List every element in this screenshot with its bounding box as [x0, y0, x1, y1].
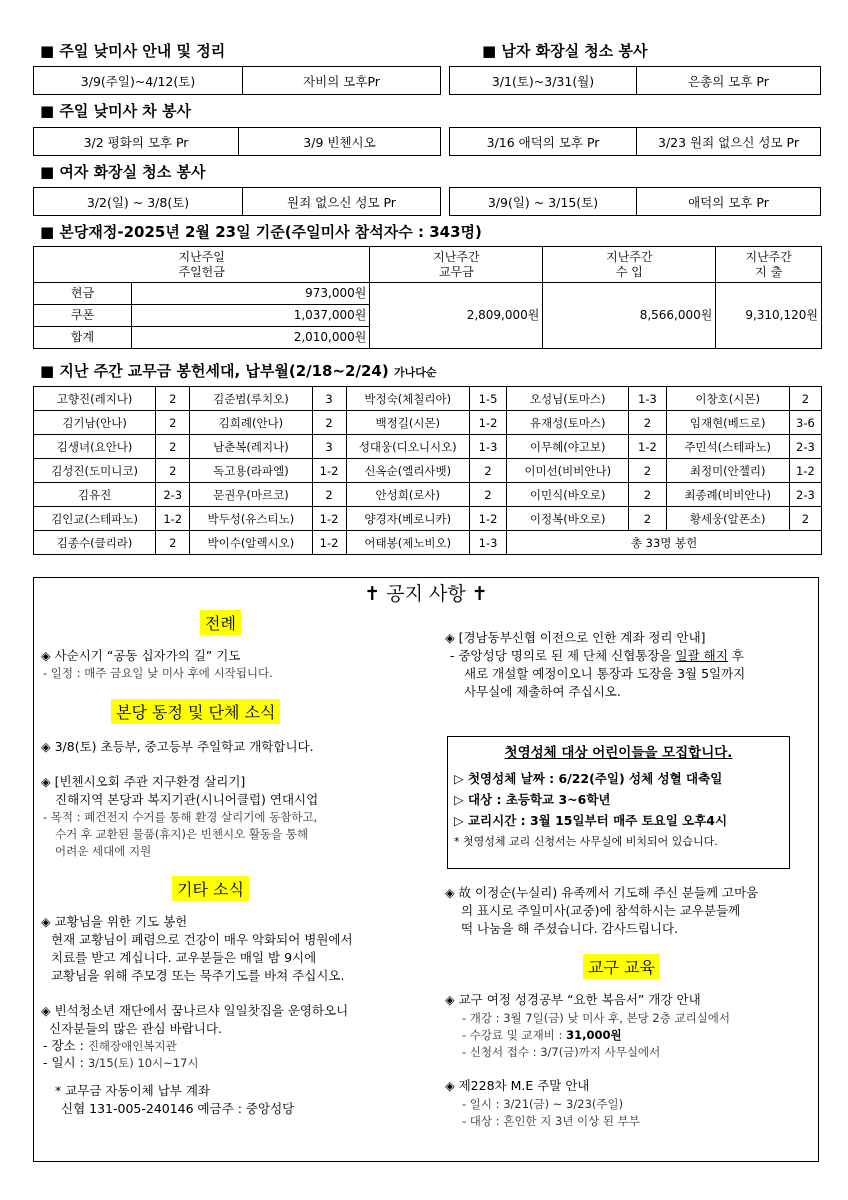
lent-title: ◈ 사순시기 “공동 십자가의 길” 기도 — [41, 648, 241, 663]
paid-months: 2-3 — [789, 435, 821, 459]
donor-name: 이창호(시몬) — [666, 387, 789, 411]
men-restroom-row — [449, 66, 821, 95]
finance-label: 쿠폰 — [34, 305, 132, 327]
vincent-detail: 어려운 세대에 지원 — [55, 844, 152, 858]
finance-income: 8,566,000원 — [543, 283, 716, 349]
notice-box — [33, 577, 819, 1162]
offering-heading: ■ 지난 주간 교무금 봉헌세대, 납부월(2/18~2/24) 가나다순 — [40, 362, 437, 380]
finance-dues: 2,809,000원 — [370, 283, 543, 349]
donor-name: 신옥순(엘리사벳) — [346, 459, 469, 483]
table-row — [34, 531, 822, 555]
first-communion-detail: ▷ 대상 : 초등학교 3~6학년 — [454, 792, 611, 807]
donor-name: 임재현(베드로) — [666, 411, 789, 435]
women-restroom-row-1 — [33, 187, 441, 216]
paid-months: 1-5 — [469, 387, 506, 411]
paid-months: 2 — [629, 483, 666, 507]
paid-months: 1-2 — [469, 411, 506, 435]
donor-name: 김생녀(요안나) — [34, 435, 156, 459]
finance-label: 현금 — [34, 283, 132, 305]
paid-months: 1-2 — [312, 531, 346, 555]
women-restroom-group: 애덕의 모후 Pr — [636, 188, 820, 215]
transfer-title: * 교무금 자동이체 납부 계좌 — [55, 1083, 210, 1098]
finance-header-offering: 지난주일 주일헌금 — [34, 247, 370, 283]
paid-months: 2 — [156, 411, 190, 435]
other-news-heading: 기타 소식 — [172, 876, 249, 901]
tea-service-cell: 3/23 원죄 없으신 성모 Pr — [636, 128, 820, 155]
tea-service-cell: 3/9 빈첸시오 — [238, 128, 440, 155]
men-restroom-heading: ■ 남자 화장실 청소 봉사 — [482, 42, 648, 60]
pope-detail: 교황님을 위해 주모경 또는 묵주기도를 바쳐 주십시오. — [51, 968, 345, 983]
women-restroom-date: 3/2(일) ~ 3/8(토) — [86, 194, 190, 210]
paid-months: 3-6 — [789, 411, 821, 435]
pope-detail: 현재 교황님이 폐렴으로 건강이 매우 악화되어 병원에서 — [51, 932, 353, 947]
donor-name: 김희례(안나) — [190, 411, 312, 435]
paid-months: 2 — [789, 507, 821, 531]
diocese-heading: 교구 교육 — [583, 954, 660, 979]
donor-name: 오성님(토마스) — [507, 387, 629, 411]
transfer-account: 신협 131-005-240146 예금주 : 중앙성당 — [61, 1101, 295, 1116]
donor-name: 박두성(유스티노) — [190, 507, 312, 531]
finance-total: 2,010,000원 — [132, 327, 370, 349]
donor-name: 박정숙(체칠리아) — [346, 387, 469, 411]
notice-title: ✝ 공지 사항 ✝ — [364, 583, 488, 605]
donor-name: 남춘복(레지나) — [190, 435, 312, 459]
paid-months: 2-3 — [789, 483, 821, 507]
credit-union-detail: 사무실에 제출하여 주십시오. — [464, 684, 621, 699]
vincent-title: ◈ [빈첸시오회 주관 지구환경 살리기] — [41, 774, 246, 789]
paid-months: 1-2 — [312, 459, 346, 483]
mass-guide-group: 자비의 모후Pr — [242, 67, 440, 94]
youth-place: - 장소 : 진해장애인복지관 — [43, 1038, 177, 1053]
vincent-sub: 진해지역 본당과 복지기관(시니어클럽) 연대시업 — [55, 792, 319, 807]
donor-name: 고향진(레지나) — [34, 387, 156, 411]
me-title: ◈ 제228차 M.E 주말 안내 — [445, 1078, 590, 1093]
vincent-detail: - 목적 : 폐건전지 수거를 통해 환경 살리기에 동참하고, — [43, 810, 318, 824]
donor-name: 이미선(비비안나) — [507, 459, 629, 483]
youth-title: ◈ 빈석청소년 재단에서 꿈나르샤 일일찻집을 운영하오니 — [41, 1003, 349, 1018]
finance-label: 합계 — [34, 327, 132, 349]
finance-header-expense: 지난주간 지 출 — [716, 247, 822, 283]
first-communion-box — [447, 736, 790, 869]
paid-months: 2 — [312, 483, 346, 507]
donor-name: 문권우(마르코) — [190, 483, 312, 507]
donor-name: 이민식(바오로) — [507, 483, 629, 507]
credit-union-detail: 새로 개설할 예정이오니 통장과 도장을 3월 5일까지 — [464, 666, 746, 681]
finance-cash: 973,000원 — [132, 283, 370, 305]
paid-months: 2 — [156, 387, 190, 411]
paid-months: 1-3 — [469, 435, 506, 459]
finance-header-dues: 지난주간 교무금 — [370, 247, 543, 283]
men-restroom-group: 은총의 모후 Pr — [636, 67, 820, 94]
thanks-notice: 떡 나눔을 해 주셨습니다. 감사드립니다. — [461, 921, 679, 936]
ritual-heading: 전례 — [200, 610, 241, 635]
bible-title: ◈ 교구 여정 성경공부 “요한 복음서” 개강 안내 — [445, 992, 701, 1007]
tea-service-cell: 3/16 애덕의 모후 Pr — [486, 134, 600, 150]
bible-detail: - 수강료 및 교재비 : 31,000원 — [462, 1028, 622, 1042]
mass-guide-heading: ■ 주일 낮미사 안내 및 정리 — [40, 42, 226, 60]
women-restroom-row-2 — [449, 187, 821, 216]
paid-months: 2 — [629, 507, 666, 531]
donor-name: 안성희(로사) — [346, 483, 469, 507]
first-communion-title: 첫영성체 대상 어린이들을 모집합니다. — [504, 745, 733, 761]
men-restroom-date: 3/1(토)~3/31(월) — [491, 73, 595, 89]
donor-name: 성대웅(디오니시오) — [346, 435, 469, 459]
thanks-notice: 의 표시로 주일미사(교중)에 참석하시는 교우분들께 — [461, 903, 741, 918]
donor-name: 최정미(안젤리) — [666, 459, 789, 483]
table-row — [34, 483, 822, 507]
paid-months: 3 — [312, 435, 346, 459]
credit-union-title: ◈ [경남동부신협 이전으로 인한 계좌 정리 안내] — [445, 630, 706, 645]
women-restroom-heading: ■ 여자 화장실 청소 봉사 — [40, 163, 206, 181]
paid-months: 1-3 — [469, 531, 506, 555]
donor-name: 유재성(토마스) — [507, 411, 629, 435]
tea-service-cell: 3/2 평화의 모후 Pr — [83, 134, 189, 150]
tea-service-row-2 — [449, 127, 821, 156]
table-row — [34, 411, 822, 435]
table-row — [34, 459, 822, 483]
donor-name: 박이수(알렉시오) — [190, 531, 312, 555]
me-detail: - 대상 : 혼인한 지 3년 이상 된 부부 — [462, 1114, 640, 1128]
bible-detail: - 신청서 접수 : 3/7(금)까지 사무실에서 — [462, 1045, 661, 1059]
paid-months: 2 — [629, 459, 666, 483]
paid-months: 3 — [312, 387, 346, 411]
lent-detail: - 일정 : 매주 금요일 낮 미사 후에 시작됩니다. — [43, 666, 273, 680]
paid-months: 2 — [156, 435, 190, 459]
table-row — [34, 507, 822, 531]
paid-months: 1-2 — [312, 507, 346, 531]
paid-months: 2 — [469, 459, 506, 483]
table-row — [34, 435, 822, 459]
paid-months: 1-2 — [629, 435, 666, 459]
pope-detail: 치료를 받고 계십니다. 교우분들은 매일 밤 9시에 — [51, 950, 317, 965]
mass-guide-row — [33, 66, 441, 95]
credit-union-detail: - 중앙성당 명의로 된 제 단체 신협통장을 일괄 해지 후 — [450, 648, 744, 663]
paid-months: 1-2 — [469, 507, 506, 531]
finance-expense: 9,310,120원 — [716, 283, 822, 349]
vincent-detail: 수거 후 교환된 물품(휴지)은 빈첸시오 활동을 통해 — [55, 827, 309, 841]
donor-name: 김인교(스테파노) — [34, 507, 156, 531]
paid-months: 2 — [312, 411, 346, 435]
paid-months: 2 — [469, 483, 506, 507]
paid-months: 2 — [156, 531, 190, 555]
donor-name: 김성진(도미니코) — [34, 459, 156, 483]
donor-name: 어태봉(제노비오) — [346, 531, 469, 555]
first-communion-detail: ▷ 첫영성체 날짜 : 6/22(주일) 성체 성혈 대축일 — [454, 771, 723, 786]
paid-months: 2 — [629, 411, 666, 435]
tea-service-row-1 — [33, 127, 441, 156]
women-restroom-group: 원죄 없으신 성모 Pr — [242, 188, 440, 215]
paid-months: 2-3 — [156, 483, 190, 507]
offering-table — [33, 386, 822, 555]
donor-name: 양경자(베로니카) — [346, 507, 469, 531]
first-communion-detail: ▷ 교리시간 : 3월 15일부터 매주 토요일 오후4시 — [454, 813, 728, 828]
paid-months: 1-2 — [789, 459, 821, 483]
table-row — [34, 387, 822, 411]
finance-table — [33, 246, 822, 349]
donor-name: 황세웅(알폰소) — [666, 507, 789, 531]
parish-heading: 본당 동정 및 단체 소식 — [111, 699, 280, 724]
finance-heading: ■ 본당재정-2025년 2월 23일 기준(주일미사 참석자수 : 343명) — [40, 223, 482, 241]
donor-name: 김기남(안나) — [34, 411, 156, 435]
paid-months: 2 — [156, 459, 190, 483]
donor-name: 김유진 — [34, 483, 156, 507]
mass-guide-date: 3/9(주일)~4/12(토) — [80, 73, 196, 89]
school-notice: ◈ 3/8(토) 초등부, 중고등부 주일학교 개학합니다. — [41, 739, 314, 754]
donor-name: 김종수(클리라) — [34, 531, 156, 555]
donor-name: 백정길(시몬) — [346, 411, 469, 435]
donor-name: 이정복(바오로) — [507, 507, 629, 531]
donor-name: 최종례(비비안나) — [666, 483, 789, 507]
donor-name: 김준범(루치오) — [190, 387, 312, 411]
donor-name: 독고용(라파엘) — [190, 459, 312, 483]
donor-name: 주민석(스테파노) — [666, 435, 789, 459]
youth-detail: 신자분들의 많은 관심 바랍니다. — [49, 1021, 222, 1036]
offering-total: 총 33명 봉헌 — [507, 531, 822, 555]
paid-months: 1-2 — [156, 507, 190, 531]
pope-title: ◈ 교황님을 위한 기도 봉헌 — [41, 914, 188, 929]
finance-header-income: 지난주간 수 입 — [543, 247, 716, 283]
me-detail: - 일시 : 3/21(금) ~ 3/23(주일) — [462, 1097, 624, 1111]
thanks-notice: ◈ 故 이정순(누실리) 유족께서 기도해 주신 분들께 고마움 — [445, 885, 759, 900]
paid-months: 2 — [789, 387, 821, 411]
paid-months: 1-3 — [629, 387, 666, 411]
donor-name: 이무혜(야고보) — [507, 435, 629, 459]
youth-date: - 일시 : 3/15(토) 10시~17시 — [43, 1055, 199, 1070]
offering-sort-note: 가나다순 — [393, 366, 437, 379]
finance-coupon: 1,037,000원 — [132, 305, 370, 327]
bible-detail: - 개강 : 3월 7일(금) 낮 미사 후, 본당 2층 교리실에서 — [462, 1011, 731, 1025]
tea-service-heading: ■ 주일 낮미사 차 봉사 — [40, 102, 191, 120]
women-restroom-date: 3/9(일) ~ 3/15(토) — [487, 194, 599, 210]
first-communion-note: * 첫영성체 교리 신청서는 사무실에 비치되어 있습니다. — [454, 835, 718, 848]
